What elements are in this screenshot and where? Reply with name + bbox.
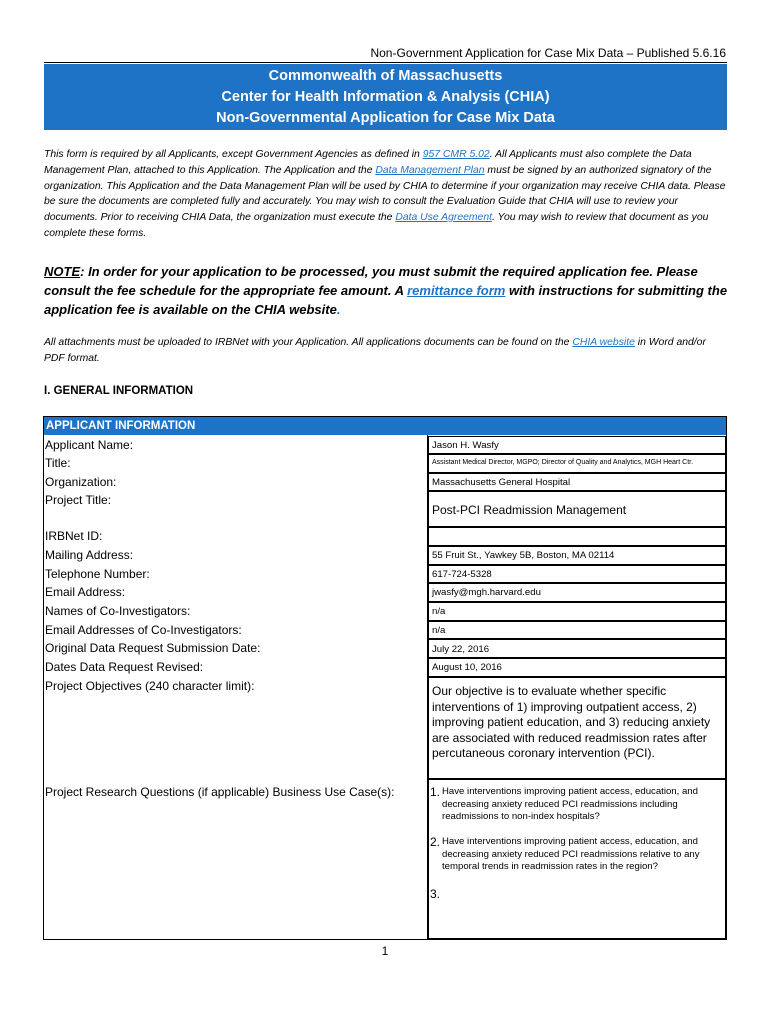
email-label: Email Address: xyxy=(45,585,126,599)
note-text-1: : In order for your application to be processed, you must submit the required application fee. Please consult the fee schedule for the appropriate fee amount. A xyxy=(44,264,698,298)
data-use-agreement-link[interactable]: Data Use Agreement xyxy=(395,212,492,224)
header-rule xyxy=(44,62,727,63)
question-2-text: Have interventions improving patient access, education, and decreasing anxiety reduced PCI readmissions relative to any temporal trends in readmission rates in the region? xyxy=(442,836,700,872)
intro-text-3: must be signed by an authorized signatory of the organization. This Application and the Data Management Plan will be used by CHIA to determine if your organization may receive CHIA data. Please be sure the documents are completed fully and accurately. You may wish to consult the Evaluation Guide that CHIA will use to review your documents. Prior to receiving CHIA Data, the organization must execute the xyxy=(44,164,726,224)
phone-label: Telephone Number: xyxy=(45,567,150,581)
irbnet-field[interactable] xyxy=(428,527,726,546)
note-label: NOTE xyxy=(44,264,81,279)
attach-text-1: All attachments must be uploaded to IRBNet with your Application. All applications documents can be found on the xyxy=(44,337,573,348)
data-management-plan-link[interactable]: Data Management Plan xyxy=(375,164,485,176)
banner-line-2: Center for Health Information & Analysis (CHIA) xyxy=(221,89,550,105)
banner-line-1: Commonwealth of Massachusetts xyxy=(268,68,503,84)
banner-line-3: Non-Governmental Application for Case Mix Data xyxy=(216,110,555,126)
question-1-text: Have interventions improving patient access, education, and decreasing anxiety reduced PCI readmissions including readmissions to non-index hospitals? xyxy=(442,786,698,822)
running-header: Non-Government Application for Case Mix Data – Published 5.6.16 xyxy=(370,46,726,60)
attach-text-2: in Word and/or PDF format. xyxy=(44,337,706,364)
project-title-value: Post-PCI Readmission Management xyxy=(432,503,627,517)
revised-date-value: August 10, 2016 xyxy=(432,662,502,673)
cmr-link[interactable]: 957 CMR 5.02 xyxy=(422,149,490,160)
intro-paragraph xyxy=(44,147,728,242)
project-title-label: Project Title: xyxy=(45,493,112,507)
remittance-form-link[interactable]: remittance form xyxy=(407,283,506,298)
coinvestigators-label: Names of Co-Investigators: xyxy=(45,604,191,618)
question-3-number: 3. xyxy=(430,887,441,901)
intro-text-1: This form is required by all Applicants, except Government Agencies as defined in xyxy=(44,149,423,160)
objectives-label: Project Objectives (240 character limit): xyxy=(45,679,255,693)
coinvestigator-emails-value: n/a xyxy=(432,625,446,636)
original-date-label: Original Data Request Submission Date: xyxy=(45,641,261,655)
organization-label: Organization: xyxy=(45,475,117,489)
coinvestigators-field[interactable] xyxy=(428,602,726,621)
objectives-value: Our objective is to evaluate whether specific interventions of 1) improving outpatient access, 2) improving patient education, and 3) reducing anxiety are associated with reduced readmission rates after percutaneous coronary intervention (PCI). xyxy=(432,684,711,760)
irbnet-label: IRBNet ID: xyxy=(45,529,103,543)
phone-value: 617-724-5328 xyxy=(432,569,492,580)
title-label: Title: xyxy=(45,456,71,470)
title-banner xyxy=(44,64,727,130)
attachments-paragraph xyxy=(44,335,728,367)
revised-date-label: Dates Data Request Revised: xyxy=(45,660,204,674)
research-question-2 xyxy=(430,836,726,874)
fee-note xyxy=(44,262,728,319)
applicant-name-label: Applicant Name: xyxy=(45,438,134,452)
note-dot: . xyxy=(336,302,341,317)
question-2-number: 2. xyxy=(430,835,441,849)
question-1-number: 1. xyxy=(430,785,441,799)
research-question-1 xyxy=(430,786,726,824)
chia-website-link[interactable]: CHIA website xyxy=(572,337,635,348)
coinvestigator-emails-field[interactable] xyxy=(428,621,726,639)
email-value: jwasfy@mgh.harvard.edu xyxy=(432,587,541,598)
research-questions-label: Project Research Questions (if applicable) Business Use Case(s): xyxy=(45,785,395,799)
table-heading: APPLICANT INFORMATION xyxy=(44,417,726,435)
page-number: 1 xyxy=(381,944,389,958)
applicant-name-value: Jason H. Wasfy xyxy=(432,440,499,451)
mailing-label: Mailing Address: xyxy=(45,548,134,562)
section-title: I. GENERAL INFORMATION xyxy=(44,385,194,397)
coinvestigators-value: n/a xyxy=(432,606,446,617)
intro-text-2: . All Applicants must also complete the Data Management Plan, attached to this Application. The Application and the xyxy=(44,149,692,176)
title-value: Assistant Medical Director, MGPO; Director of Quality and Analytics, MGH Heart Ctr. xyxy=(432,459,694,466)
organization-value: Massachusetts General Hospital xyxy=(432,477,571,488)
original-date-value: July 22, 2016 xyxy=(432,644,490,655)
intro-text-4: . You may wish to review that document as you complete these forms. xyxy=(44,212,709,239)
mailing-value: 55 Fruit St., Yawkey 5B, Boston, MA 02114 xyxy=(432,550,615,561)
coinvestigator-emails-label: Email Addresses of Co-Investigators: xyxy=(45,623,242,637)
note-text-2: with instructions for submitting the application fee is available on the CHIA website xyxy=(44,283,728,317)
